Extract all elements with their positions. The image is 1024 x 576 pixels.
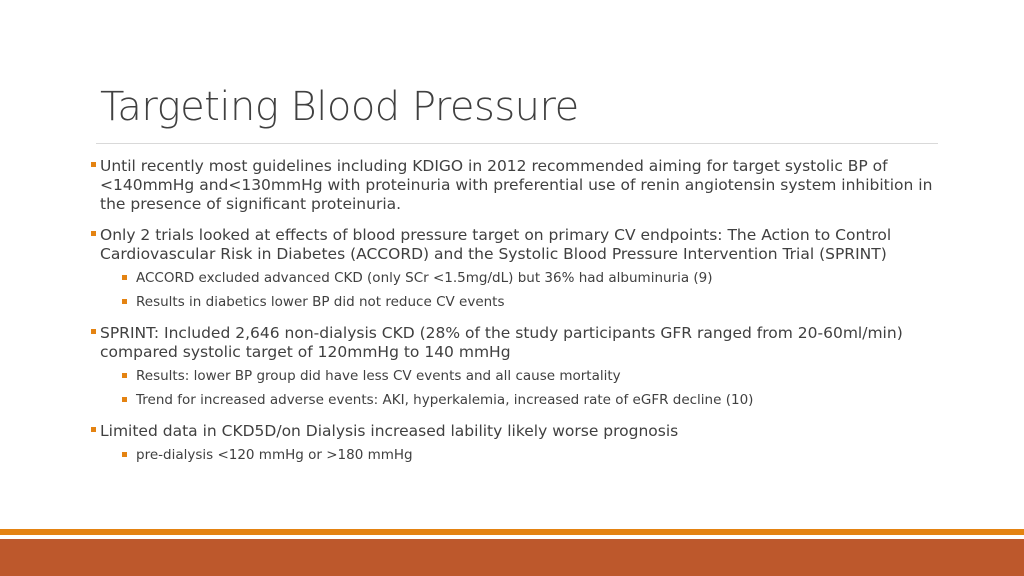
bullet-item xyxy=(88,157,954,214)
bullet-list xyxy=(88,157,954,477)
sub-bullet-text: pre-dialysis <120 mmHg or >180 mmHg xyxy=(136,447,413,463)
footer-accent-stripe xyxy=(0,529,1024,535)
title-divider xyxy=(96,143,938,144)
square-bullet-icon xyxy=(91,427,96,432)
sub-bullet-text: Trend for increased adverse events: AKI, hyperkalemia, increased rate of eGFR decline (10) xyxy=(136,392,754,408)
square-bullet-icon xyxy=(91,231,96,236)
sub-bullet-item xyxy=(100,391,954,410)
square-bullet-icon xyxy=(91,162,96,167)
bullet-text: Until recently most guidelines including KDIGO in 2012 recommended aiming for target systolic BP of <140mmHg and<130mmHg with proteinuria with preferential use of renin angiotensin system inhibition in the presence of significant proteinuria. xyxy=(100,157,933,213)
square-bullet-icon xyxy=(122,275,127,280)
slide-title: Targeting Blood Pressure xyxy=(100,84,579,130)
bullet-text: SPRINT: Included 2,646 non-dialysis CKD (28% of the study participants GFR ranged from 20-60ml/min) compared systolic target of 120mmHg to 140 mmHg xyxy=(100,324,903,361)
square-bullet-icon xyxy=(91,329,96,334)
sub-bullet-item xyxy=(100,367,954,386)
bullet-item xyxy=(88,226,954,312)
bullet-item xyxy=(88,324,954,410)
sub-bullet-item xyxy=(100,446,954,465)
square-bullet-icon xyxy=(122,373,127,378)
square-bullet-icon xyxy=(122,397,127,402)
footer-band xyxy=(0,539,1024,576)
bullet-text: Limited data in CKD5D/on Dialysis increased lability likely worse prognosis xyxy=(100,422,679,440)
sub-bullet-text: Results: lower BP group did have less CV events and all cause mortality xyxy=(136,368,621,384)
square-bullet-icon xyxy=(122,452,127,457)
bullet-item xyxy=(88,422,954,465)
sub-bullet-item xyxy=(100,269,954,288)
sub-bullet-item xyxy=(100,293,954,312)
sub-bullet-text: Results in diabetics lower BP did not reduce CV events xyxy=(136,294,505,310)
square-bullet-icon xyxy=(122,299,127,304)
bullet-text: Only 2 trials looked at effects of blood pressure target on primary CV endpoints: The Action to Control Cardiovascular Risk in Diabetes (ACCORD) and the Systolic Blood Pressure Intervention Trial (SPRINT) xyxy=(100,226,892,263)
sub-bullet-text: ACCORD excluded advanced CKD (only SCr <1.5mg/dL) but 36% had albuminuria (9) xyxy=(136,270,713,286)
